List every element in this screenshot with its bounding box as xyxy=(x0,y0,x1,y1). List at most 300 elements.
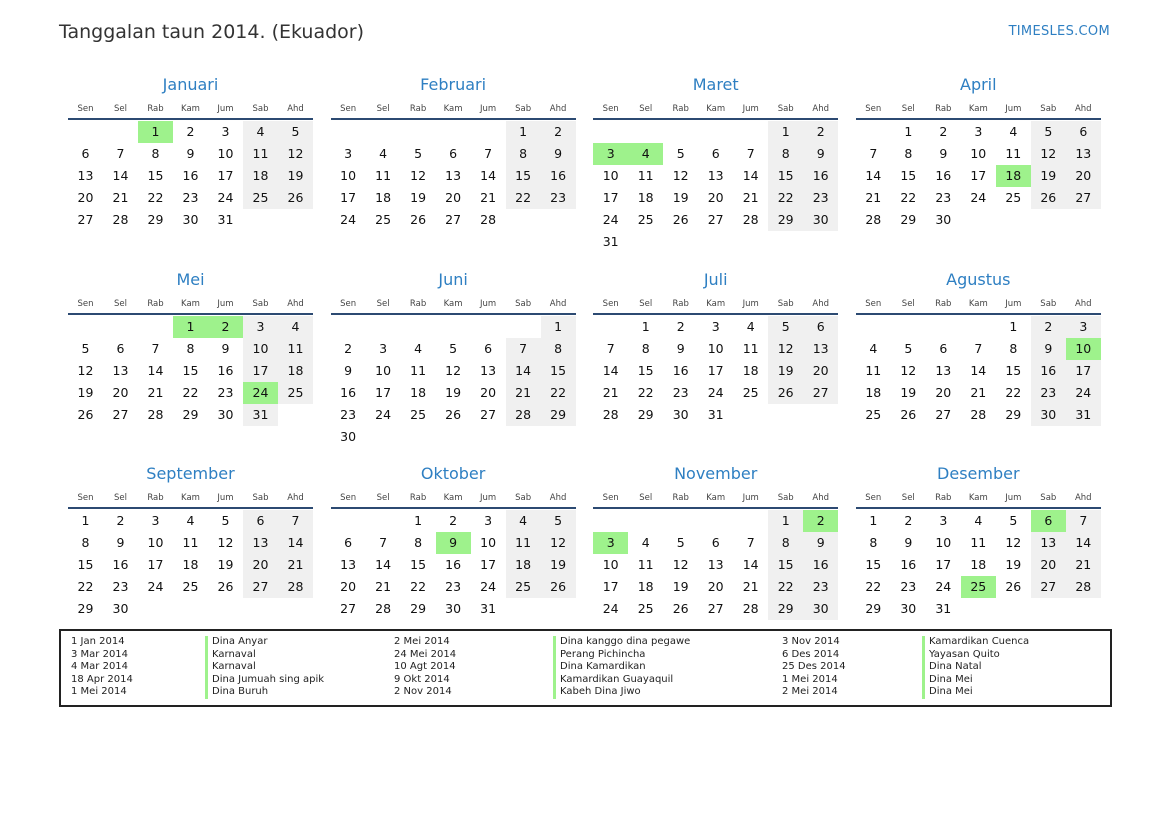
weekday-divider xyxy=(331,313,576,315)
day-cell: 5 xyxy=(676,535,685,550)
month-name: April xyxy=(960,75,997,94)
weekday-label: Sab xyxy=(252,104,269,114)
day-cell: 1 xyxy=(541,316,576,338)
weekday-divider xyxy=(331,507,576,509)
day-cell: 21 xyxy=(480,190,497,205)
day-cell: 21 xyxy=(112,190,129,205)
day-cell: 8 xyxy=(186,340,195,356)
weekday-label: Sel xyxy=(639,493,653,503)
weekday-label: Jum xyxy=(217,298,234,309)
day-cell: 25 xyxy=(637,601,654,616)
day-cell: 19 xyxy=(445,384,462,400)
day-cell: 4 xyxy=(278,316,313,338)
day-cell: 17 xyxy=(970,168,987,183)
holiday-date: 9 Okt 2014 xyxy=(394,673,450,685)
day-cell: 4 xyxy=(379,146,388,161)
day-cell: 4 xyxy=(506,510,541,532)
day-cell: 11 xyxy=(742,340,759,356)
month-oktober xyxy=(331,462,576,642)
weekday-label: Ahd xyxy=(1074,493,1092,503)
holiday-day-cell: 1 xyxy=(173,316,208,338)
day-cell: 26 xyxy=(278,187,313,209)
month-april xyxy=(856,73,1101,253)
day-cell: 20 xyxy=(340,579,357,594)
weekday-divider xyxy=(593,507,838,509)
holiday-day-cell: 3 xyxy=(593,143,628,165)
day-cell: 31 xyxy=(243,404,278,426)
day-cell: 27 xyxy=(803,382,838,404)
day-cell: 13 xyxy=(707,168,724,183)
holiday-name: Karnaval xyxy=(205,661,324,674)
day-cell: 27 xyxy=(445,212,462,227)
day-cell: 1 xyxy=(641,318,650,334)
day-cell: 7 xyxy=(484,146,493,161)
day-cell: 5 xyxy=(676,146,685,161)
day-cell: 8 xyxy=(768,143,803,165)
holiday-name: Dina Jumuah sing apik xyxy=(205,674,324,687)
weekday-label: Rab xyxy=(672,493,689,503)
holiday-day-cell: 4 xyxy=(628,143,663,165)
day-cell: 31 xyxy=(1066,404,1101,426)
holiday-day-cell: 6 xyxy=(1031,510,1066,532)
day-cell: 25 xyxy=(637,212,654,227)
day-cell: 16 xyxy=(803,554,838,576)
day-cell: 1 xyxy=(869,513,878,528)
weekday-header xyxy=(593,299,838,313)
day-cell: 6 xyxy=(484,340,493,356)
weekday-label: Sen xyxy=(865,493,882,503)
weekday-label: Sab xyxy=(515,493,532,503)
holiday-date: 3 Nov 2014 xyxy=(782,636,840,647)
holiday-name-column xyxy=(205,636,324,699)
weekday-label: Ahd xyxy=(549,298,567,309)
day-cell: 22 xyxy=(541,382,576,404)
weekday-label: Sab xyxy=(1040,104,1057,114)
holiday-date: 1 Jan 2014 xyxy=(71,636,125,647)
day-cell: 31 xyxy=(602,234,619,249)
day-cell: 2 xyxy=(344,340,353,356)
day-cell: 18 xyxy=(506,554,541,576)
holiday-name: Dina kanggo dina pegawe xyxy=(553,636,690,649)
holiday-name: Dina Anyar xyxy=(205,636,324,649)
weekday-label: Ahd xyxy=(812,493,829,503)
weekday-divider xyxy=(856,118,1101,120)
day-cell: 16 xyxy=(900,557,917,572)
weekday-divider xyxy=(856,507,1101,509)
day-cell: 19 xyxy=(541,554,576,576)
day-cell: 19 xyxy=(77,384,94,400)
day-cell: 5 xyxy=(768,316,803,338)
day-cell: 14 xyxy=(742,557,759,572)
weekday-label: Sel xyxy=(901,493,915,503)
day-cell: 10 xyxy=(970,146,987,161)
weekday-label: Sen xyxy=(340,298,357,309)
day-cell: 12 xyxy=(541,532,576,554)
day-cell: 7 xyxy=(746,535,755,550)
holiday-date-column xyxy=(71,636,133,699)
weekday-label: Rab xyxy=(409,298,427,309)
day-cell: 7 xyxy=(606,340,615,356)
day-cell: 28 xyxy=(970,406,987,422)
weekday-header xyxy=(856,493,1101,507)
day-cell: 7 xyxy=(151,340,160,356)
day-cell: 14 xyxy=(112,168,129,183)
day-cell: 12 xyxy=(1005,535,1022,550)
day-cell: 26 xyxy=(1005,579,1022,594)
holiday-date: 2 Nov 2014 xyxy=(394,686,452,697)
day-cell: 2 xyxy=(904,513,913,528)
day-cell: 31 xyxy=(480,601,497,616)
day-cell: 9 xyxy=(541,143,576,165)
day-cell: 2 xyxy=(676,318,685,334)
day-cell: 9 xyxy=(221,340,230,356)
day-cell: 12 xyxy=(445,362,462,378)
day-cell: 7 xyxy=(379,535,388,550)
day-cell: 13 xyxy=(707,557,724,572)
month-juli xyxy=(593,268,838,448)
day-cell: 17 xyxy=(707,362,724,378)
weekday-header xyxy=(331,104,576,118)
day-cell: 5 xyxy=(904,340,913,356)
day-cell: 18 xyxy=(182,557,199,572)
day-cell: 22 xyxy=(768,576,803,598)
day-cell: 15 xyxy=(637,362,654,378)
day-cell: 3 xyxy=(379,340,388,356)
day-cell: 4 xyxy=(974,513,983,528)
day-cell: 13 xyxy=(445,168,462,183)
day-cell: 25 xyxy=(243,187,278,209)
day-cell: 2 xyxy=(1031,316,1066,338)
day-cell: 13 xyxy=(243,532,278,554)
day-cell: 24 xyxy=(147,579,164,594)
day-cell: 16 xyxy=(672,362,689,378)
day-cell: 20 xyxy=(243,554,278,576)
weekday-label: Kam xyxy=(968,104,988,114)
day-cell: 22 xyxy=(1005,384,1022,400)
day-cell: 23 xyxy=(803,576,838,598)
day-cell: 28 xyxy=(480,212,497,227)
weekday-label: Kam xyxy=(181,104,200,114)
day-cell: 25 xyxy=(506,576,541,598)
day-cell: 19 xyxy=(672,190,689,205)
holiday-day-cell: 10 xyxy=(1066,338,1101,360)
day-cell: 17 xyxy=(602,579,619,594)
weekday-label: Sel xyxy=(114,104,127,114)
weekday-label: Ahd xyxy=(549,493,567,503)
month-juni xyxy=(331,268,576,448)
day-cell: 18 xyxy=(865,384,882,400)
day-cell: 9 xyxy=(803,143,838,165)
day-cell: 5 xyxy=(81,340,90,356)
day-cell: 30 xyxy=(935,212,952,227)
weekday-label: Rab xyxy=(147,493,164,503)
day-cell: 6 xyxy=(81,146,90,161)
day-cell: 9 xyxy=(186,146,195,161)
day-cell: 6 xyxy=(803,316,838,338)
day-cell: 12 xyxy=(672,557,689,572)
day-cell: 24 xyxy=(707,384,724,400)
weekday-label: Jum xyxy=(1005,493,1022,503)
day-cell: 25 xyxy=(182,579,199,594)
month-name: Juli xyxy=(703,269,728,289)
day-cell: 9 xyxy=(344,362,353,378)
holiday-name: Dina Mei xyxy=(922,686,1029,699)
day-cell: 27 xyxy=(77,212,94,227)
day-cell: 20 xyxy=(707,190,724,205)
day-cell: 24 xyxy=(602,601,619,616)
day-cell: 26 xyxy=(900,406,917,422)
month-maret xyxy=(593,73,838,253)
day-cell: 10 xyxy=(602,557,619,572)
day-cell: 6 xyxy=(711,535,720,550)
weekday-label: Sel xyxy=(901,104,915,114)
weekday-header xyxy=(856,104,1101,118)
day-cell: 19 xyxy=(672,579,689,594)
day-cell: 19 xyxy=(410,190,427,205)
day-cell: 4 xyxy=(414,340,423,356)
calendar-grid xyxy=(68,73,1101,623)
weekday-label: Rab xyxy=(935,298,952,309)
day-cell: 21 xyxy=(278,554,313,576)
day-cell: 9 xyxy=(116,535,125,550)
day-cell: 11 xyxy=(506,532,541,554)
holiday-date: 25 Des 2014 xyxy=(782,661,846,672)
day-cell: 4 xyxy=(1009,124,1018,139)
day-cell: 16 xyxy=(340,384,357,400)
weekday-label: Sel xyxy=(639,104,653,114)
day-cell: 29 xyxy=(1005,406,1022,422)
day-cell: 15 xyxy=(541,360,576,382)
day-cell: 9 xyxy=(803,532,838,554)
day-cell: 22 xyxy=(506,187,541,209)
weekday-header xyxy=(856,299,1101,313)
day-cell: 3 xyxy=(151,513,160,528)
weekday-label: Sen xyxy=(77,493,94,503)
holiday-date: 2 Mei 2014 xyxy=(782,686,838,697)
day-cell: 4 xyxy=(641,535,650,550)
day-cell: 12 xyxy=(77,362,94,378)
day-cell: 23 xyxy=(445,579,462,594)
day-cell: 29 xyxy=(182,406,199,422)
day-cell: 1 xyxy=(768,121,803,143)
day-cell: 22 xyxy=(768,187,803,209)
holiday-date: 1 Mei 2014 xyxy=(71,686,127,697)
holiday-date: 10 Agt 2014 xyxy=(394,661,456,672)
day-cell: 23 xyxy=(541,187,576,209)
weekday-label: Sab xyxy=(252,298,269,309)
weekday-divider xyxy=(331,118,576,120)
day-cell: 9 xyxy=(904,535,913,550)
day-cell: 15 xyxy=(147,168,164,183)
day-cell: 14 xyxy=(602,362,619,378)
day-cell: 8 xyxy=(869,535,878,550)
day-cell: 23 xyxy=(672,384,689,400)
month-name: November xyxy=(674,464,758,483)
day-cell: 7 xyxy=(869,146,878,161)
day-cell: 4 xyxy=(186,513,195,528)
weekday-label: Ahd xyxy=(812,104,829,114)
holiday-day-cell: 18 xyxy=(996,165,1031,187)
day-cell: 8 xyxy=(81,535,90,550)
holiday-name: Dina Natal xyxy=(922,661,1029,674)
weekday-label: Sen xyxy=(602,298,619,309)
weekday-label: Jum xyxy=(742,104,759,114)
holiday-day-cell: 1 xyxy=(138,121,173,143)
weekday-label: Sab xyxy=(777,298,794,309)
day-cell: 1 xyxy=(904,124,913,139)
day-cell: 4 xyxy=(243,121,278,143)
day-cell: 27 xyxy=(707,601,724,616)
day-cell: 23 xyxy=(217,384,234,400)
day-cell: 2 xyxy=(449,513,458,528)
day-cell: 25 xyxy=(865,406,882,422)
month-januari xyxy=(68,73,313,253)
day-cell: 21 xyxy=(865,190,882,205)
weekday-label: Jum xyxy=(480,493,497,503)
day-cell: 23 xyxy=(900,579,917,594)
weekday-header xyxy=(331,493,576,507)
day-cell: 17 xyxy=(375,384,392,400)
day-cell: 13 xyxy=(112,362,129,378)
day-cell: 26 xyxy=(768,382,803,404)
day-cell: 28 xyxy=(865,212,882,227)
day-cell: 1 xyxy=(81,513,90,528)
weekday-label: Rab xyxy=(409,493,427,503)
day-cell: 15 xyxy=(1005,362,1022,378)
day-cell: 24 xyxy=(1066,382,1101,404)
day-cell: 20 xyxy=(1031,554,1066,576)
day-cell: 21 xyxy=(970,384,987,400)
day-cell: 21 xyxy=(375,579,392,594)
weekday-label: Sab xyxy=(252,493,269,503)
weekday-divider xyxy=(68,118,313,120)
weekday-label: Sab xyxy=(1040,298,1057,309)
holiday-name: Perang Pichincha xyxy=(553,649,690,662)
day-cell: 30 xyxy=(803,598,838,620)
weekday-label: Sel xyxy=(114,298,127,309)
day-cell: 3 xyxy=(1066,316,1101,338)
day-cell: 18 xyxy=(742,362,759,378)
day-cell: 22 xyxy=(182,384,199,400)
day-cell: 23 xyxy=(112,579,129,594)
day-cell: 30 xyxy=(803,209,838,231)
day-cell: 10 xyxy=(243,338,278,360)
day-cell: 19 xyxy=(278,165,313,187)
weekday-label: Sel xyxy=(376,493,390,503)
brand-link[interactable]: TIMESLES.COM xyxy=(1008,24,1110,39)
day-cell: 24 xyxy=(340,212,357,227)
day-cell: 20 xyxy=(112,384,129,400)
day-cell: 22 xyxy=(637,384,654,400)
day-cell: 6 xyxy=(1066,121,1101,143)
day-cell: 20 xyxy=(77,190,94,205)
weekday-label: Ahd xyxy=(287,298,304,309)
day-cell: 11 xyxy=(182,535,199,550)
weekday-label: Kam xyxy=(443,298,463,309)
holiday-name: Kamardikan Cuenca xyxy=(922,636,1029,649)
weekday-label: Kam xyxy=(968,493,988,503)
day-cell: 13 xyxy=(340,557,357,572)
weekday-divider xyxy=(68,507,313,509)
day-cell: 15 xyxy=(768,554,803,576)
day-cell: 22 xyxy=(865,579,882,594)
day-cell: 24 xyxy=(375,406,392,422)
day-cell: 8 xyxy=(414,535,423,550)
day-cell: 8 xyxy=(541,338,576,360)
day-cell: 30 xyxy=(1031,404,1066,426)
day-cell: 1 xyxy=(1009,318,1018,334)
day-cell: 31 xyxy=(707,406,724,422)
holiday-date-column xyxy=(782,636,846,699)
month-name: Januari xyxy=(162,75,219,94)
weekday-label: Sen xyxy=(340,104,357,114)
day-cell: 14 xyxy=(970,362,987,378)
day-cell: 8 xyxy=(904,146,913,161)
day-cell: 12 xyxy=(217,535,234,550)
weekday-label: Rab xyxy=(147,298,164,309)
day-cell: 9 xyxy=(939,146,948,161)
day-cell: 3 xyxy=(243,316,278,338)
day-cell: 15 xyxy=(410,557,427,572)
weekday-label: Sab xyxy=(1040,493,1057,503)
weekday-label: Sab xyxy=(515,104,532,114)
weekday-label: Ahd xyxy=(287,104,304,114)
day-cell: 5 xyxy=(1031,121,1066,143)
day-cell: 10 xyxy=(935,535,952,550)
weekday-divider xyxy=(856,313,1101,315)
day-cell: 7 xyxy=(278,510,313,532)
day-cell: 10 xyxy=(147,535,164,550)
weekday-label: Sel xyxy=(639,298,653,309)
day-cell: 5 xyxy=(278,121,313,143)
holiday-name: Dina Kamardikan xyxy=(553,661,690,674)
day-cell: 17 xyxy=(147,557,164,572)
day-cell: 28 xyxy=(506,404,541,426)
day-cell: 12 xyxy=(900,362,917,378)
month-name: Maret xyxy=(692,75,739,94)
day-cell: 15 xyxy=(768,165,803,187)
weekday-label: Sen xyxy=(865,298,882,309)
day-cell: 31 xyxy=(935,601,952,616)
day-cell: 6 xyxy=(449,146,458,161)
day-cell: 11 xyxy=(865,362,882,378)
month-november xyxy=(593,462,838,642)
day-cell: 10 xyxy=(375,362,392,378)
day-cell: 11 xyxy=(637,557,654,572)
day-cell: 12 xyxy=(410,168,427,183)
day-cell: 24 xyxy=(602,212,619,227)
weekday-header xyxy=(593,493,838,507)
day-cell: 14 xyxy=(865,168,882,183)
day-cell: 27 xyxy=(340,601,357,616)
day-cell: 17 xyxy=(243,360,278,382)
day-cell: 7 xyxy=(974,340,983,356)
weekday-label: Kam xyxy=(968,298,988,309)
day-cell: 13 xyxy=(77,168,94,183)
holiday-date: 2 Mei 2014 xyxy=(394,636,450,647)
day-cell: 29 xyxy=(637,406,654,422)
month-name: Agustus xyxy=(946,269,1011,289)
weekday-label: Ahd xyxy=(1074,104,1092,114)
day-cell: 10 xyxy=(602,168,619,183)
day-cell: 25 xyxy=(742,384,759,400)
day-cell: 18 xyxy=(243,165,278,187)
day-cell: 30 xyxy=(900,601,917,616)
holiday-date: 4 Mar 2014 xyxy=(71,661,129,672)
day-cell: 10 xyxy=(707,340,724,356)
day-cell: 27 xyxy=(1066,187,1101,209)
day-cell: 10 xyxy=(217,146,234,161)
